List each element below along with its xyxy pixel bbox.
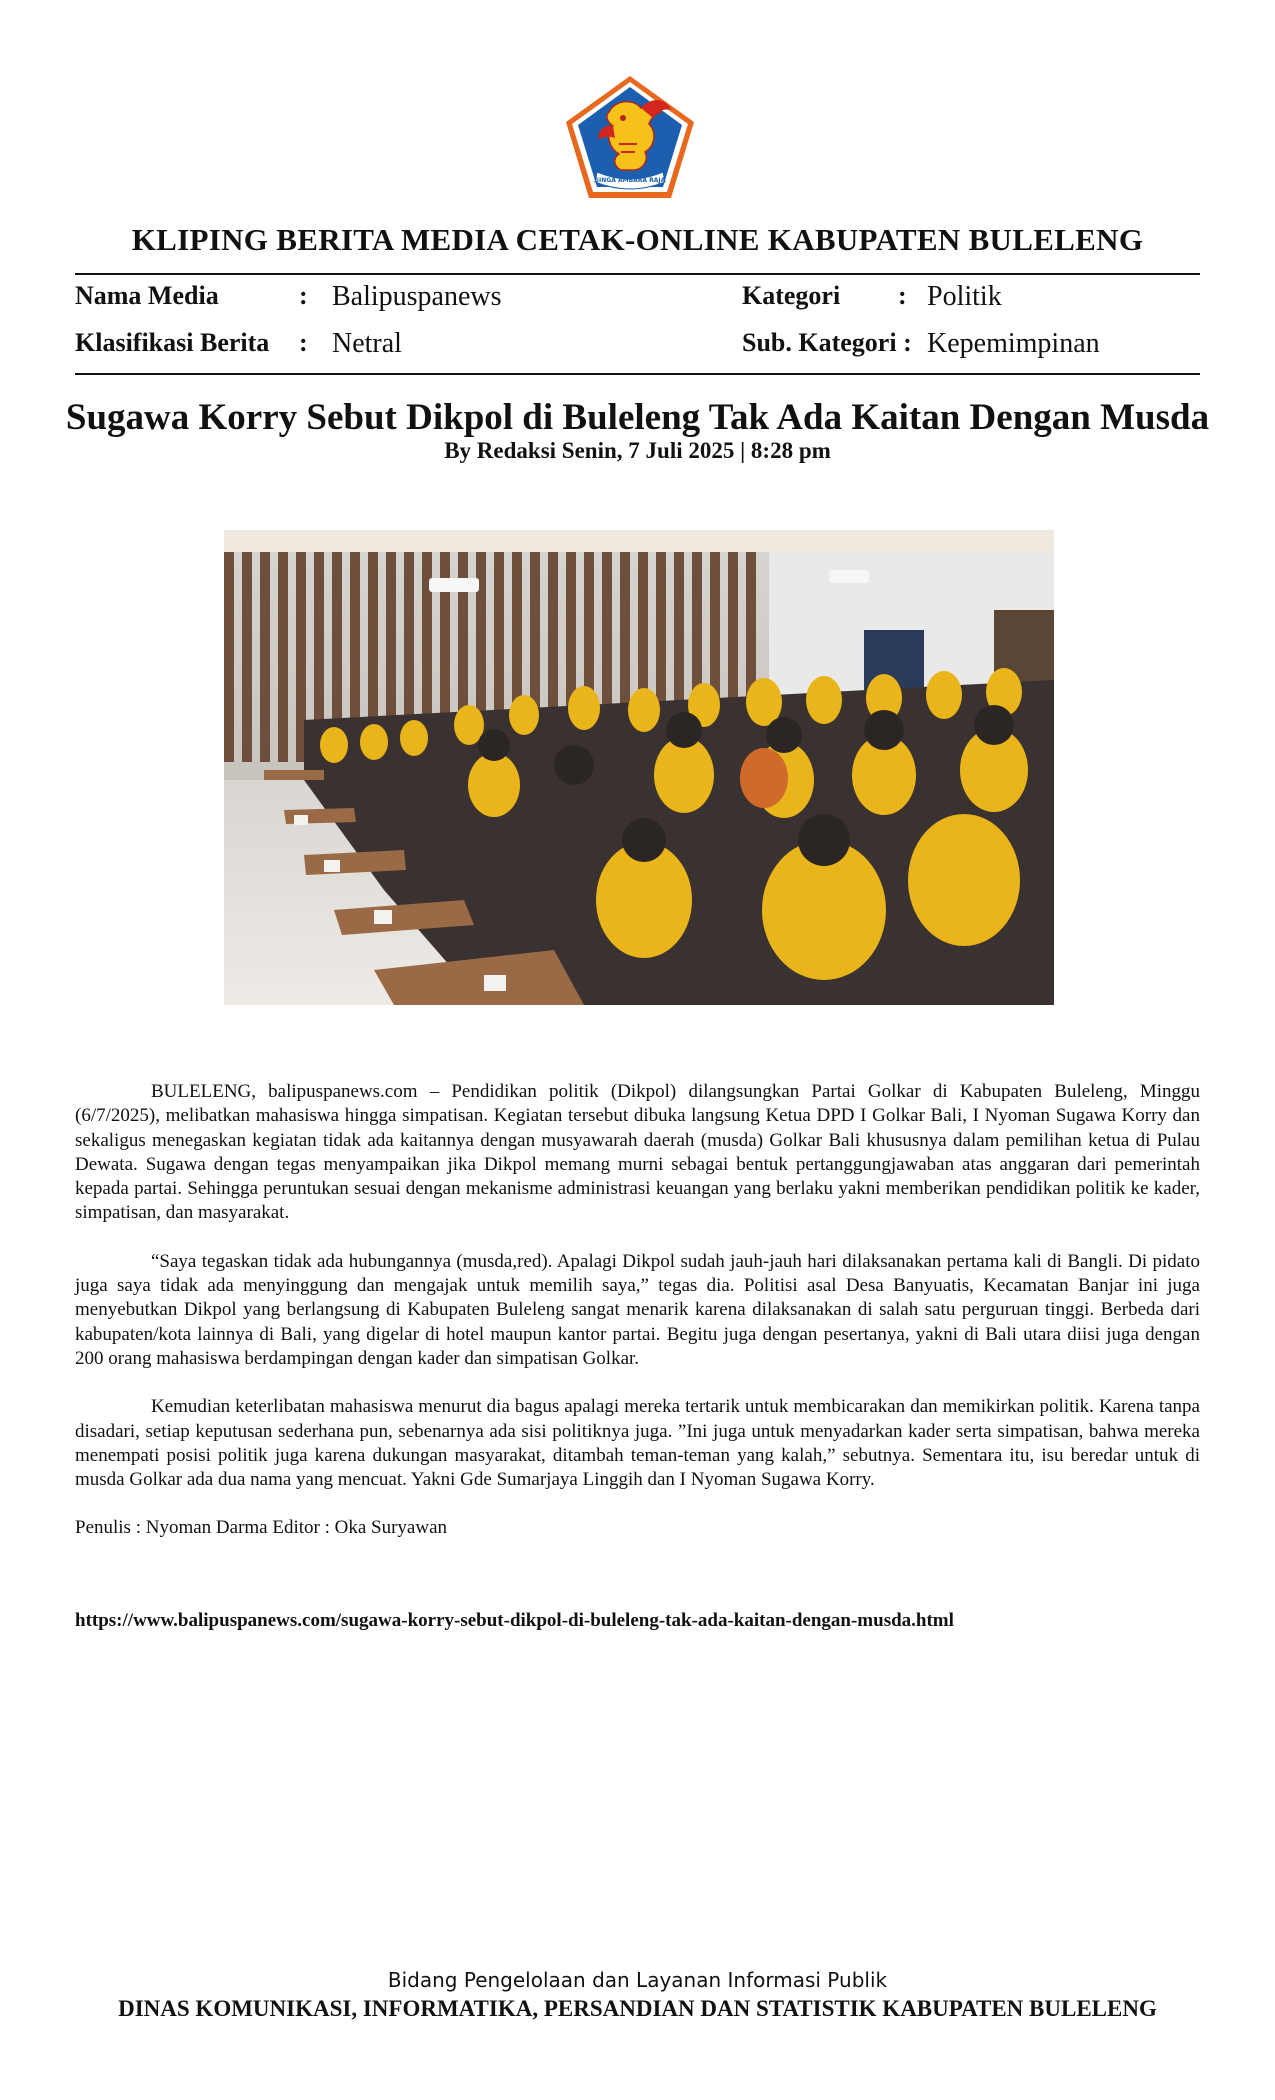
- media-value: Balipuspanews: [332, 281, 502, 312]
- document-header-title: KLIPING BERITA MEDIA CETAK-ONLINE KABUPATEN BULELENG: [131, 222, 1144, 257]
- buleleng-crest-logo: [563, 74, 697, 200]
- media-label: Nama Media: [75, 281, 219, 310]
- kategori-colon: :: [898, 281, 907, 310]
- subkategori-value: Kepemimpinan: [927, 328, 1100, 359]
- article-photo: [224, 530, 1054, 1005]
- subkategori-label: Sub. Kategori :: [742, 328, 912, 357]
- article-title: Sugawa Korry Sebut Dikpol di Buleleng Tak Ada Kaitan Dengan Musda: [65, 397, 1210, 438]
- header-rule-top: [75, 273, 1200, 275]
- kategori-value: Politik: [927, 281, 1002, 312]
- klasifikasi-value: Netral: [332, 328, 402, 359]
- kategori-label: Kategori: [742, 281, 841, 310]
- footer-agency: DINAS KOMUNIKASI, INFORMATIKA, PERSANDIAN DAN STATISTIK KABUPATEN BULELENG: [118, 1996, 1157, 2021]
- article-paragraph-1: BULELENG, balipuspanews.com – Pendidikan politik (Dikpol) dilangsungkan Partai Golkar di Kabupaten Buleleng, Minggu (6/7/2025), melibatkan mahasiswa hingga simpatisan. Kegiatan tersebut dibuka langsung Ketua DPD I Golkar Bali, I Nyoman Sugawa Korry dan sekaligus menegaskan kegiatan tidak ada kaitannya dengan musyawarah daerah (musda) Golkar Bali khususnya dalam pemilihan ketua di Pulau Dewata. Sugawa dengan tegas menyampaikan jika Dikpol memang murni sebagai bentuk pertanggungjawaban atas anggaran dari pemerintah kepada partai. Sehingga peruntukan sesuai dengan mekanisme administrasi keuangan yang berlaku yakni memberikan pendidikan politik ke kader, simpatisan, dan masyarakat.: [75, 1081, 1200, 1224]
- logo-banner-text: SINGA AMBARA RAJA: [594, 177, 666, 184]
- header-rule-bottom: [75, 373, 1200, 375]
- klasifikasi-label: Klasifikasi Berita: [75, 328, 270, 357]
- article-body: [75, 1080, 1200, 1565]
- article-credit: Penulis : Nyoman Darma Editor : Oka Suryawan: [75, 1517, 448, 1539]
- footer-department: Bidang Pengelolaan dan Layanan Informasi Publik: [387, 1968, 888, 1992]
- article-source-url[interactable]: https://www.balipuspanews.com/sugawa-korry-sebut-dikpol-di-buleleng-tak-ada-kaitan-dengan-musda.html: [75, 1610, 954, 1631]
- klasifikasi-colon: :: [299, 328, 308, 357]
- media-colon: :: [299, 281, 308, 310]
- article-paragraph-2: “Saya tegaskan tidak ada hubungannya (musda,red). Apalagi Dikpol sudah jauh-jauh hari dilaksanakan pertama kali di Bangli. Di pidato juga saya tidak ada menyinggung dan mengajak untuk memilih saya,” tegas dia. Politisi asal Desa Banyuatis, Kecamatan Banjar ini juga menyebutkan Dikpol yang berlangsung di Kabupaten Buleleng sangat menarik karena dilaksanakan di salah satu perguruan tinggi. Berbeda dari kabupaten/kota lainnya di Bali, yang digelar di hotel maupun kantor partai. Begitu juga dengan pesertanya, yakni di Bali utara diisi juga dengan 200 orang mahasiswa berdampingan dengan kader dan simpatisan Golkar.: [75, 1250, 1200, 1369]
- article-paragraph-3: Kemudian keterlibatan mahasiswa menurut dia bagus apalagi mereka tertarik untuk membicarakan dan memikirkan politik. Karena tanpa disadari, setiap keputusan sederhana pun, sebenarnya ada sisi politiknya juga. ”Ini juga untuk menyadarkan kader serta simpatisan, bahwa mereka menempati posisi politik juga karena dukungan masyarakat, ditambah teman-teman yang kalah,” sebutnya. Sementara itu, isu beredar untuk di musda Golkar ada dua nama yang mencuat. Yakni Gde Sumarjaya Linggih dan I Nyoman Sugawa Korry.: [75, 1396, 1200, 1491]
- article-byline: By Redaksi Senin, 7 Juli 2025 | 8:28 pm: [444, 438, 831, 463]
